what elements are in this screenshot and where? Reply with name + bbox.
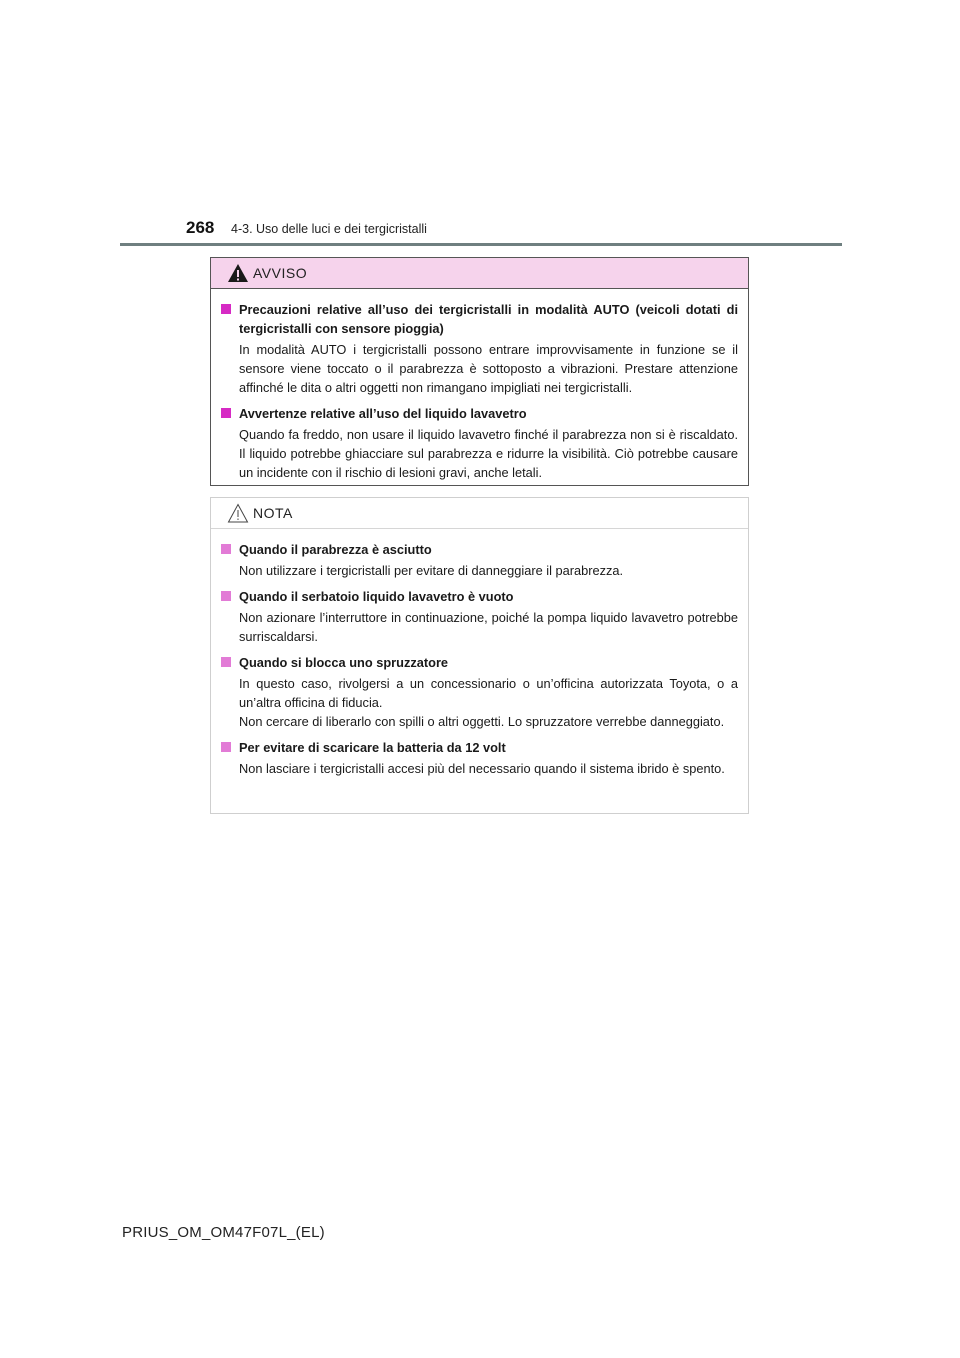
warning-item-text: Quando fa freddo, non usare il liquido lavavetro finché il parabrezza non si è riscaldato. Il liquido potrebbe ghiacciare sul parabrezza e ridurre la visibilità. Ciò potrebbe causare un incidente con il rischio di lesioni gravi, anche letali. <box>239 427 738 480</box>
document-code: PRIUS_OM_OM47F07L_(EL) <box>122 1224 325 1241</box>
warning-item-title: Precauzioni relative all’uso dei tergicristalli in modalità AUTO (veicoli dotati di tergicristalli con sensore pioggia) <box>220 300 738 338</box>
warning-box-header <box>211 258 748 289</box>
warning-item <box>220 300 738 397</box>
note-item-text: Non azionare l’interruttore in continuazione, poiché la pompa liquido lavavetro potrebbe surriscaldarsi. <box>239 610 738 644</box>
warning-box <box>210 257 749 486</box>
note-box <box>210 497 749 814</box>
square-bullet-icon <box>221 742 231 752</box>
note-box-header <box>211 498 748 529</box>
note-item <box>220 587 738 646</box>
note-item-text: Non utilizzare i tergicristalli per evitare di danneggiare il parabrezza. <box>239 563 624 578</box>
header-divider <box>120 243 842 246</box>
note-item-text: In questo caso, rivolgersi a un concessionario o un’officina autorizzata Toyota, o a un’altra officina di fiducia. <box>239 676 738 710</box>
note-item <box>220 653 738 731</box>
note-item-title: Quando il parabrezza è asciutto <box>220 540 738 559</box>
note-item-title: Quando il serbatoio liquido lavavetro è vuoto <box>220 587 738 606</box>
note-item <box>220 540 738 580</box>
page-header <box>120 214 842 250</box>
note-item-text: Non lasciare i tergicristalli accesi più del necessario quando il sistema ibrido è spento. <box>239 761 725 776</box>
square-bullet-icon <box>221 304 231 314</box>
square-bullet-icon <box>221 591 231 601</box>
warning-item-text: In modalità AUTO i tergicristalli possono entrare improvvisamente in funzione se il sensore viene toccato o il parabrezza è sottoposto a vibrazioni. Prestare attenzione affinché le dita o altri oggetti non rimangano impigliati nei tergicristalli. <box>239 342 738 395</box>
note-label: NOTA <box>253 505 293 521</box>
section-title: 4-3. Uso delle luci e dei tergicristalli <box>231 222 427 236</box>
note-item <box>220 738 738 778</box>
page-number: 268 <box>186 218 215 237</box>
warning-item <box>220 404 738 482</box>
note-item-text: Non cercare di liberarlo con spilli o altri oggetti. Lo spruzzatore verrebbe danneggiato. <box>239 714 725 729</box>
square-bullet-icon <box>221 408 231 418</box>
square-bullet-icon <box>221 657 231 667</box>
note-item-title: Per evitare di scaricare la batteria da 12 volt <box>220 738 738 757</box>
caution-triangle-outline-icon <box>227 503 249 523</box>
warning-triangle-icon <box>227 263 249 283</box>
square-bullet-icon <box>221 544 231 554</box>
warning-label: AVVISO <box>253 265 308 281</box>
warning-item-title: Avvertenze relative all’uso del liquido lavavetro <box>220 404 738 423</box>
note-item-title: Quando si blocca uno spruzzatore <box>220 653 738 672</box>
